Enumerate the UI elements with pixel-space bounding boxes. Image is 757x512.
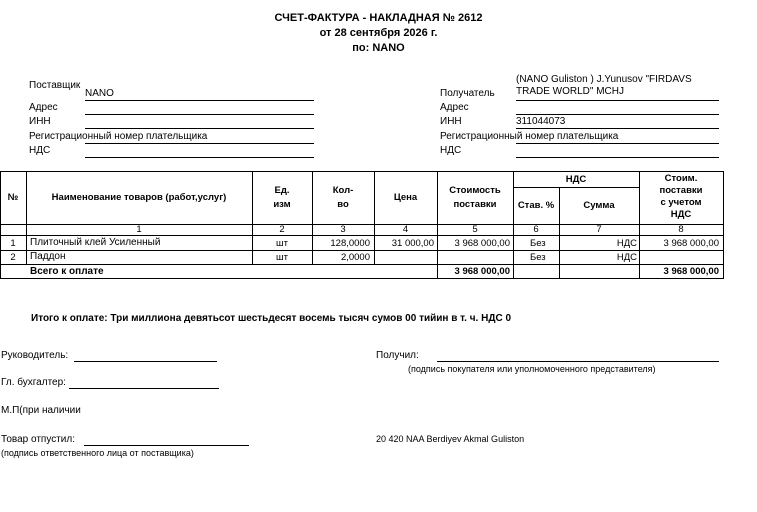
recipient-vat-underline <box>516 157 719 158</box>
supplier-inn-underline <box>85 128 314 129</box>
recipient-value-line1: (NANO Guliston ) J.Yunusov "FIRDAVS <box>516 74 692 85</box>
row-vat-rate: Без <box>530 252 546 263</box>
accountant-label: Гл. бухгалтер: <box>1 377 66 388</box>
supplier-label: Поставщик <box>29 80 81 91</box>
supplier-reg-underline <box>85 143 314 144</box>
director-signature-line <box>74 361 217 362</box>
received-signature-line <box>437 361 719 362</box>
col-number: 3 <box>340 224 346 235</box>
row-num: 1 <box>10 237 16 249</box>
recipient-reg-underline <box>516 143 719 144</box>
total-label: Всего к оплате <box>30 266 104 277</box>
document-date: от 28 сентября 2026 г. <box>319 27 438 39</box>
header-vat-sum: Сумма <box>583 200 615 211</box>
header-vat-rate: Став. % <box>517 200 555 211</box>
row-num: 2 <box>10 251 16 263</box>
row-name: Плиточный клей Усиленный <box>30 237 161 248</box>
recipient-underline <box>516 100 719 101</box>
col-number: 8 <box>678 224 684 235</box>
supplier-address-underline <box>85 114 314 115</box>
header-total-3: с учетом <box>660 196 702 208</box>
recipient-address-underline <box>516 114 719 115</box>
header-num: № <box>7 192 19 203</box>
released-label: Товар отпустил: <box>1 434 75 445</box>
col-number: 5 <box>472 224 478 235</box>
supplier-underline <box>85 100 314 101</box>
header-cost-2: поставки <box>453 198 497 210</box>
row-vat-sum: НДС <box>616 238 637 249</box>
row-vat-sum: НДС <box>616 252 637 263</box>
row-vat-rate: Без <box>530 238 546 249</box>
col-number: 2 <box>279 224 285 235</box>
header-vat: НДС <box>565 173 587 185</box>
header-total-4: НДС <box>670 208 692 220</box>
recipient-inn-underline <box>516 128 719 129</box>
supplier-vat-label: НДС <box>29 145 51 156</box>
header-total-1: Стоим. <box>664 172 698 184</box>
released-note: (подпись ответственного лица от поставщика) <box>1 448 194 458</box>
supplier-reg-label: Регистрационный номер плательщика <box>29 131 208 142</box>
header-unit-1: Ед. <box>274 184 290 196</box>
document-title: СЧЕТ-ФАКТУРА - НАКЛАДНАЯ № 2612 <box>274 12 483 24</box>
recipient-inn-label: ИНН <box>440 116 462 127</box>
supplier-value: NANO <box>85 88 114 99</box>
row-qty: 2,0000 <box>340 252 370 263</box>
col-number: 4 <box>402 224 409 235</box>
header-cost-1: Стоимость <box>449 184 501 196</box>
header-qty-2: во <box>337 198 349 210</box>
row-price: 31 000,00 <box>391 238 434 249</box>
col-number: 1 <box>136 224 142 235</box>
row-total: 3 968 000,00 <box>663 238 719 249</box>
row-unit: шт <box>276 237 288 249</box>
received-note: (подпись покупателя или уполномоченного представителя) <box>408 364 656 374</box>
row-unit: шт <box>276 251 288 263</box>
stamp-label: М.П(при наличии <box>1 405 81 416</box>
supplier-inn-label: ИНН <box>29 116 51 127</box>
row-name: Паддон <box>30 251 66 262</box>
recipient-label: Получатель <box>440 88 495 99</box>
released-signature-line <box>84 445 249 446</box>
header-qty-1: Кол- <box>332 184 354 196</box>
header-total-2: поставки <box>659 184 703 196</box>
recipient-reg-label: Регистрационный номер плательщика <box>440 131 619 142</box>
recipient-inn-value: 311044073 <box>516 116 566 127</box>
receiver-name: 20 420 NAA Berdiyev Akmal Guliston <box>376 434 525 444</box>
document-basis: по: NANO <box>352 42 405 54</box>
recipient-value-line2: TRADE WORLD" MCHJ <box>516 86 624 97</box>
accountant-signature-line <box>69 388 219 389</box>
header-unit-2: изм <box>273 198 291 210</box>
row-cost: 3 968 000,00 <box>454 238 510 249</box>
amount-in-words: Итого к оплате: Три миллиона девятьсот шестьдесят восемь тысяч сумов 00 тийин в т. ч. НДС 0 <box>31 313 512 324</box>
col-number: 6 <box>533 224 539 235</box>
total-cost: 3 968 000,00 <box>454 266 510 277</box>
total-sum: 3 968 000,00 <box>663 266 719 277</box>
row-qty: 128,0000 <box>330 238 370 249</box>
recipient-address-label: Адрес <box>440 102 469 113</box>
col-number: 7 <box>596 224 602 235</box>
supplier-address-label: Адрес <box>29 102 58 113</box>
recipient-vat-label: НДС <box>440 145 462 156</box>
supplier-vat-underline <box>85 157 314 158</box>
received-label: Получил: <box>376 350 419 361</box>
director-label: Руководитель: <box>1 350 69 361</box>
header-price: Цена <box>393 192 418 203</box>
header-name: Наименование товаров (работ,услуг) <box>51 192 227 203</box>
